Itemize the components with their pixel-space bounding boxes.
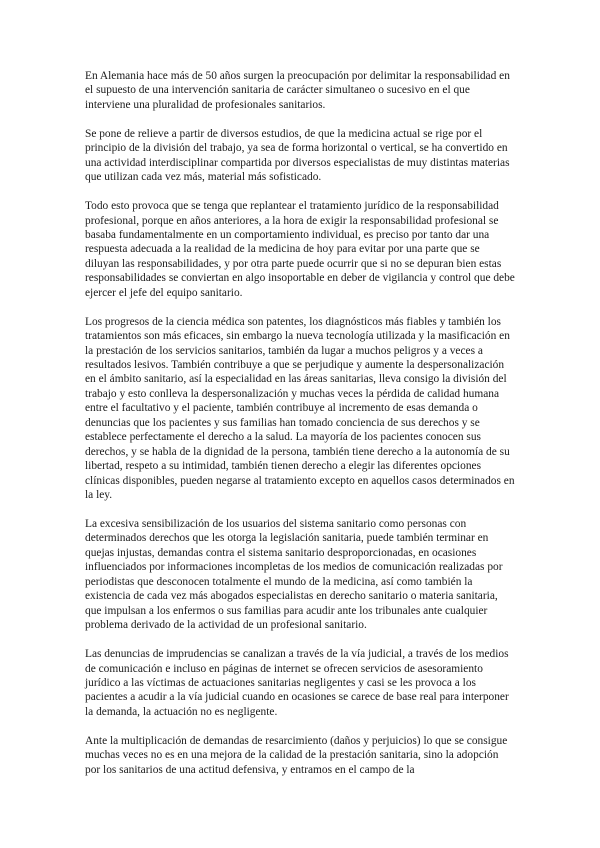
paragraph: En Alemania hace más de 50 años surgen la preocupación por delimitar la responsabilidad en el supuesto de una intervención sanitaria de carácter simultaneo o sucesivo en el que interviene una pluralidad de profesionales sanitarios. <box>85 70 510 111</box>
paragraph: Las denuncias de imprudencias se canalizan a través de la vía judicial, a través de los medios de comunicación e incluso en páginas de internet se ofrecen servicios de asesoramiento jurídico a las víctimas de actuaciones sanitarias negligentes y casi se les provoca a los pacientes a acudir a la vía judicial cuando en ocasiones se carece de base real para interponer la demanda, la actuación no es negligente. <box>85 648 509 718</box>
document-body <box>85 69 515 792</box>
paragraph: Ante la multiplicación de demandas de resarcimiento (daños y perjuicios) lo que se consigue muchas veces no es en una mejora de la calidad de la prestación sanitaria, sino la adopción por los sanitarios de una actitud defensiva, y entramos en el campo de la <box>85 734 508 776</box>
paragraph: Todo esto provoca que se tenga que replantear el tratamiento jurídico de la responsabilidad profesional, porque en años anteriores, a la hora de exigir la responsabilidad profesional se basaba fundamentalmente en un comportamiento individual, es preciso por tanto dar una respuesta adecuada a la realidad de la medicina de hoy para evitar por una parte que se diluyan las responsabilidades, y por otra parte puede ocurrir que si no se depuran bien estas responsabilidades se conviertan en algo insoportable en deber de vigilancia y control que debe ejercer el jefe del equipo sanitario. <box>85 200 515 299</box>
paragraph: La excesiva sensibilización de los usuarios del sistema sanitario como personas con determinados derechos que les otorga la legislación sanitaria, puede también terminar en quejas injustas, demandas contra el sistema sanitario desproporcionadas, en ocasiones influenciados por informaciones incompletas de los medios de comunicación realizadas por periodistas que desconocen totalmente el mundo de la medicina, así como también la existencia de cada vez más abogados especialistas en derecho sanitario o materia sanitaria, que impulsan a los enfermos o sus familias para acudir ante los tribunales ante cualquier problema derivado de la actividad de un profesional sanitario. <box>85 517 503 632</box>
paragraph: Los progresos de la ciencia médica son patentes, los diagnósticos más fiables y también los tratamientos son más eficaces, sin embargo la nueva tecnología utilizada y la masificación en la prestación de los servicios sanitarios, también da lugar a muchos peligros y a veces a resultados lesivos. También contribuye a que se perjudique y aumente la despersonalización en el ámbito sanitario, así la especialidad en las áreas sanitarias, lleva consigo la división del trabajo y esto conlleva la despersonalización y muchas veces la pérdida de calidad humana entre el facultativo y el paciente, también contribuye al incremento de esas demanda o denuncias que los pacientes y sus familias han tomado conciencia de sus derechos y se establece perfectamente el derecho a la salud. La mayoría de los pacientes conocen sus derechos, y se habla de la dignidad de la persona, también tiene derecho a la autonomía de su libertad, respeto a su intimidad, también tienen derecho a elegir las diferentes opciones clínicas disponibles, pueden negarse al tratamiento excepto en aquellos casos determinados en la ley. <box>85 315 515 502</box>
paragraph: Se pone de relieve a partir de diversos estudios, de que la medicina actual se rige por el principio de la división del trabajo, ya sea de forma horizontal o vertical, se ha convertido en una actividad interdisciplinar compartida por diversos especialistas de muy distintas materias que utilizan cada vez más, material más sofisticado. <box>85 127 510 184</box>
